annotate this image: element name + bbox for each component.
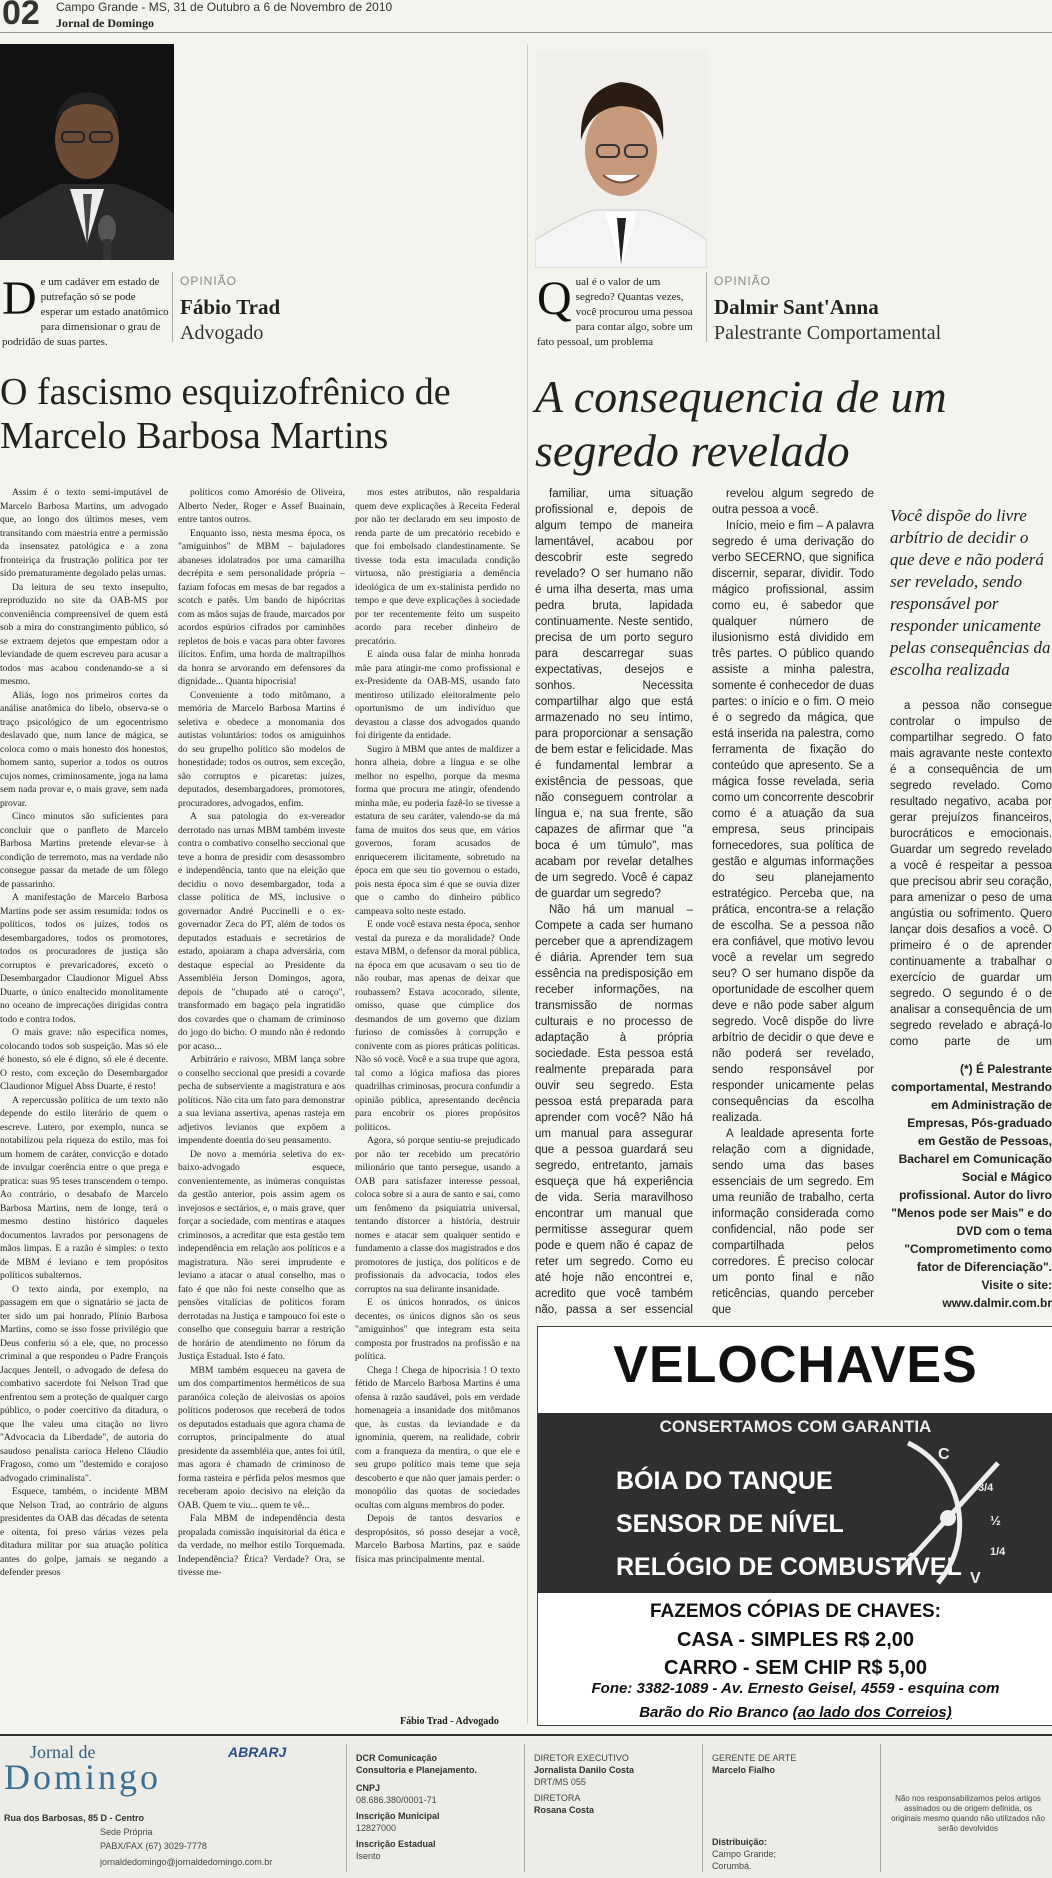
pull-quote: Você dispõe do livre arbítrio de decidir o que deve e não poderá ser revelado, sendo responsável por responder unicamente pelas consequências da escolha realizada [890, 506, 1051, 679]
footer-divider-2 [524, 1744, 525, 1872]
gauge-label-34: 3/4 [978, 1482, 994, 1494]
article-paragraph: A lealdade apresenta forte relação com a dignidade, sendo uma das bases essenciais de um segredo. Em uma reunião de trabalho, certa informação considerada como confidencial, não pode ser compartilhada pelos corredores. É preciso colocar um ponto final e não reticências, quando perceber que [712, 1128, 874, 1316]
ad-brand: VELOCHAVES [613, 1336, 978, 1394]
left-dropcap: D [2, 272, 37, 325]
article-paragraph: mos estes atributos, não respaldaria quem deve explicações à Receita Federal por não ter declarado em seu imposto de renda parte de um precatório recebido e que foi embolsado clandestinamente. Se tivesse toda esta imaculada condição virtuosa, não prestigiaria a demência ideológica de um ex-stalinista perdido no tempo e que deve explicações à sociedade por ter recentemente feito um suspeito acordo para receber dinheiro de precatório. [355, 487, 520, 647]
article-paragraph: Início, meio e fim – A palavra segredo é uma derivação do verbo SECERNO, que significa discernir, separar, dividir. Todo mágico profissional, assim como eu, é sabedor que qualquer número de ilusionismo está dividido em três partes. O público quando assiste a minha palestra, somente é conhecedor de duas partes: o início e o fim. O meio é o segredo da mágica, que está inserida na palestra, como ferramenta de fixação do conteúdo que apresento. Se a mágica fosse revelada, seria como um concorrente descobrir como é a atuação da sua empresa, seus principais fornecedores, sua política de gestão e algumas informações do seu planejamento estratégico. Perceba que, na prática, encontra-se a relação de escolha. Se a pessoa não era confiável, que motivo levou você a revelar um segredo seu? O ser humano dispõe da oportunidade de escolher quem deve e não pode saber algum segredo. Você dispõe do livre arbítrio de decidir o que deve e não poderá ser revelado, sendo responsável por responder unicamente pelas consequências da escolha realizada. [712, 520, 874, 1124]
article-paragraph: De novo a memória seletiva do ex-baixo-advogado esquece, convenientemente, as inúmeras conquistas da gestão anterior, pois assim agem os invejosos e sectários, e, o mais grave, quer forçar a sociedade, com mentiras e ataques criminosos, a acreditar que esta gestão tem independência em relação aos políticos e a magistratura. Não serei imprudente e leviano a atacar o atual conselho, mas o fato é que não foi neste conselho que as pensões vitalícias de políticos foram derrotadas na Justiça e tampouco foi este o conselho que conseguiu barrar a restrição de horário de atendimento no fórum da Justiça Estadual. Isto é fato. [178, 1148, 345, 1362]
ad-item-3: RELÓGIO DE COMBUSTÍVEL [616, 1553, 962, 1581]
gauge-label-14: 1/4 [990, 1546, 1006, 1558]
ad-copies: FAZEMOS CÓPIAS DE CHAVES: [649, 1601, 941, 1622]
article-paragraph: familiar, uma situação profissional e, depois de algum tempo de maneira lamentável, acabou por descobrir este segredo revelado? O ser humano não é uma ilha deserta, mas uma pedra bruta, lapidada continuamente. Neste sentido, precisa de um porto seguro para descarregar suas expectativas, desejos e sonhos. Necessita compartilhar algo que está armazenado no seu íntimo, para proporcionar a sensação de bem estar e felicidade. Mas é fundamental lembrar a existência de pessoas, que não conseguem controlar a língua e, na sua frente, são capazes de afirmar que "a boca é um túmulo", mas acabam por revelar detalhes de um segredo. Você é capaz de guardar um segredo? [535, 488, 693, 900]
ad-tagline: CONSERTAMOS COM GARANTIA [659, 1417, 932, 1436]
footer-im-label: Inscrição Municipal [356, 1811, 440, 1821]
fuel-gauge-icon [878, 1423, 1028, 1593]
article-paragraph: A manifestação de Marcelo Barbosa Martins pode ser assim resumida: todos os políticos, todos os juízes, todos os desembargadores, todos os promotores, todos os procuradores de justiça são corruptos e prevaricadores, exceto o Desembargador Claudionor Miguel Abss Duarte, o único enaltecido monolitamente no oceano de imprecações dirigidas contra todo e contra todos. [0, 892, 168, 1025]
footer-sede: Sede Própria [100, 1827, 153, 1837]
left-article-column-2 [178, 486, 345, 1732]
right-kicker: OPINIÃO [714, 274, 772, 288]
article-paragraph: políticos como Amorésio de Oliveira, Alberto Neder, Roger e Assef Buainain, entre tantos outros. [178, 487, 345, 525]
footer-dir-exec-label: DIRETOR EXECUTIVO [534, 1753, 629, 1763]
article-paragraph: Fala MBM de independência desta propalada comissão inquisitorial da ética e da verdade, no melhor estilo Torquemada. Independência? Ética? Verdade? Ora, se tivesse me- [178, 1513, 345, 1578]
left-intro-text: e um cadáver em estado de putrefação só se pode esperar um estado anatômico para dimensionar o grau de podridão de suas partes. [2, 276, 169, 348]
article-paragraph: Enquanto isso, nesta mesma época, os "amiguinhos" de MBM – bajuladores abaneses idolatrados por uma camarilha decrépita e sem personalidade própria – faziam fofocas em mesas de bar regados a scotch e patês. Um bando de hipócritas com as mãos sujas de fraude, marcados por acordos espúrios cifrados por caminhões repletos de bois e vacas para obter favores ilícitos. Enfim, uma horda de maltrapilhos da honra se arvorando em defensores da dignidade... Quanta hipocrisia! [178, 527, 345, 687]
article-paragraph: A sua patologia do ex-vereador derrotado nas urnas MBM também investe contra o combativo conselho seccional que teve a honra de presidir com desassombro e independência, tanto que na eleição que decidiu o novo desembargador, toda a classe política de MS, inclusive o governador André Puccinelli e o ex-governador Zeca do PT, além de todos os deputados estaduais e secretários de estado, apoiaram a chapa adversária, com destaque especial ao Presidente da Assembléia Jerson Domingos, agora, depois de "chupado até o caroço", transformado em bagaço pela ingratidão dos covardes que o chamam de criminoso do jogo do bicho. O mundo não é redondo por acaso... [178, 811, 345, 1052]
right-intro-divider [706, 272, 707, 342]
footer-logo-top: Jornal de [30, 1742, 96, 1762]
left-signature: Fábio Trad - Advogado [400, 1716, 499, 1727]
footer-logo: Domingo [4, 1757, 162, 1797]
right-intro-text: ual é o valor de um segredo? Quantas vezes, você procurou uma pessoa para contar algo, sobre um fato pessoal, um problema [537, 276, 693, 348]
ad-contact-line1: Fone: 3382-1089 - Av. Ernesto Geisel, 4559 - esquina com [591, 1680, 1000, 1697]
article-paragraph: Assim é o texto semi-imputável de Marcelo Barbosa Martins, um advogado que, ao longo dos últimos meses, vem transitando com maestria entre a permissão da insensatez patológica e a zona fronteiriça da frustração política por ter sido prematuramente degolado pelas urnas. [0, 487, 168, 579]
footer-dcr2: Consultoria e Planejamento. [356, 1765, 478, 1775]
footer-dcr1: DCR Comunicação [356, 1753, 438, 1763]
article-paragraph: Depois de tantos desvarios e despropósitos, só posso desejar a você, Marcelo Barbosa Martins, paz e saúde física mas principalmente mental. [355, 1513, 520, 1565]
footer-diretora-label: DIRETORA [534, 1793, 581, 1803]
footer-distrib: Campo Grande; Corumbá. [712, 1849, 777, 1871]
article-paragraph: Agora, só porque sentiu-se prejudicado por não ter recebido um precatório milionário que tanto persegue, usando a OAB para satisfazer interesse pessoal, coloca sobre si a aura de santo e sai, como um fenômeno da psiquiatria universal, tentando distorcer a história, destruir nomes e atacar sem qualquer sentido e fundamento a classe dos magistrados e dos promotores de justiça, dos políticos e de profissionais da advocacia, todos eles corruptos na sua delirante insanidade. [355, 1135, 520, 1295]
article-paragraph: Chega ! Chega de hipocrisia ! O texto fétido de Marcelo Barbosa Martins é uma ofensa à razão saudável, pois em verdade homenageia a insanidade dos mitômanos que, às custas da leviandade e da ignomínia, querem, na realidade, cobrir com a franqueza da mentira, o que ele e seu grupo político mais teme que seja descoberto e que não quer jamais perder: o monopólio das quotas de sociedades ocultas com alguns membros do poder. [355, 1364, 520, 1511]
footer-dir-exec: Jornalista Danilo Costa [534, 1765, 635, 1775]
footer-cnpj-label: CNPJ [356, 1783, 381, 1793]
right-article-column-3 [890, 698, 1052, 1048]
footer-drt: DRT/MS 055 [534, 1777, 586, 1787]
footer-ie-label: Inscrição Estadual [356, 1839, 436, 1849]
ad-contact [548, 1677, 1043, 1725]
right-headline: A consequencia de um segredo revelado [535, 371, 947, 476]
article-paragraph: O mais grave: não especifica nomes, colocando todos sob suspeição. Mas só ele é honesto, só ele é digno, só ele é decente. O resto, com exceção do Desembargador Claudionor Miguel Abss Duarte, é resto! [0, 1027, 168, 1092]
right-article-column-2 [712, 486, 874, 1320]
left-author: Fábio Trad [180, 295, 281, 319]
article-paragraph: Arbitrário e raivoso, MBM lança sobre o conselho seccional que presidi a covarde pecha de subserviente a magistratura e aos políticos. Não cita um fato para demonstrar a sua leviana assertiva, apenas rasteja em adjetivos levianos que expõem a impendente doentia do seu pensamento. [178, 1054, 345, 1146]
dateline: Campo Grande - MS, 31 de Outubro a 6 de Novembro de 2010 [56, 0, 393, 14]
ad-contact-line2-underlined: (ao lado dos Correios) [792, 1704, 952, 1721]
article-paragraph: MBM também esqueceu na gaveta de um dos compartimentos herméticos de sua paranóica coleção de aleivosias os apoios políticos poderosos que receberá de todos os deputados estaduais que agora chama de corruptos, principalmente do atual presidente da assembléia que, antes foi útil, mas agora é chamado de criminoso de forma rasteira e pérfida pelos mesmos que receberam apoio decisivo na eleição da OAB. Quem te viu... quem te vê... [178, 1364, 345, 1511]
footer-im: 12827000 [356, 1823, 397, 1833]
ad-price-house: CASA - SIMPLES R$ 2,00 [676, 1629, 915, 1651]
article-paragraph: E os únicos honrados, os únicos decentes, os únicos dignos são os seus "amiguinhos" que integram esta seita composta por frustrados na profissão e na política. [355, 1297, 520, 1362]
footer-divider-1 [346, 1744, 347, 1872]
right-role: Palestrante Comportamental [714, 322, 942, 344]
ad-item-2: SENSOR DE NÍVEL [616, 1510, 844, 1538]
ad-price-car: CARRO - SEM CHIP R$ 5,00 [663, 1657, 928, 1679]
footer-ie: Isento [356, 1851, 381, 1861]
gauge-label-half: ½ [990, 1513, 1001, 1528]
left-article-column-3 [355, 486, 520, 1716]
article-paragraph: Sugiro à MBM que antes de maldizer a honra alheia, dobre a língua e se olhe melhor no espelho, porque da mesma forma que procura me atingir, ofendendo minha mãe, eu poderia fazê-lo se tivesse a estatura de seu caráter, valendo-se da má fama de muitos dos seus que, em vários governos, foram acusados de enriquecerem ilicitamente, sobretudo na época em que seu tio governou o estado, pois nesta época sim é que se ouvia dizer que o cambo do dinheiro público campeava solto neste estado. [355, 743, 520, 917]
right-intro [537, 272, 699, 350]
footer-rule [0, 1734, 1052, 1736]
page-number: 02 [2, 0, 40, 32]
velochaves-ad [537, 1326, 1052, 1726]
article-paragraph: Da leitura de seu texto insepulto, reproduzido no site da OAB-MS por conveniência compreensível de quem está sob a mira do constrangimento público, só se extraem dejetos que empestam odor a leviandade de quem escreveu para acusar a todos mas acabou condenando-se a si mesmo. [0, 581, 168, 687]
article-paragraph: Conveniente a todo mitômano, a memória de Marcelo Barbosa Martins é seletiva e obedece a monomania dos autistas voluntários: todos os amiguinhos do seu grupelho político são modelos de honestidade; todos os outros, sem exceção, são corruptos e picaretas: juízes, deputados, desembargadores, promotores, procuradores, advogados, enfim. [178, 689, 345, 809]
footer-email: jornaldedomingo@jornaldedomingo.com.br [100, 1857, 273, 1867]
footer-gerente: Marcelo Fialho [712, 1765, 776, 1775]
author-photo-dalmir [535, 50, 707, 268]
article-paragraph: Cinco minutos são suficientes para concluir que o panfleto de Marcelo Barbosa Martins pretende elevar-se à condição de terremoto, mas na verdade não consegue passar da metade de um fôlego de passarinho. [0, 811, 168, 890]
ad-item-1: BÓIA DO TANQUE [616, 1467, 833, 1495]
left-intro [2, 272, 170, 350]
left-role: Advogado [180, 322, 264, 344]
article-paragraph: A repercussão política de um texto não depende do estilo literário de quem o escreve. Lutero, por exemplo, nunca se notabilizou pela riqueza do estilo, mas foi um homem de caráter, convicção e dotado de invulgar coerência entre o que prega e pratica: suas 95 teses transcendem o tempo. Ao contrário, o desabafo de Marcelo Barbosa Martins, nem de longe, terá o mesmo destino histórico daqueles documentos lavrados por personagens de mãos limpas. E a razão é simples: o texto de MBM é leviano e tem propósitos políticos subalternos. [0, 1094, 168, 1281]
gauge-label-c: C [938, 1446, 950, 1463]
footer-phone: PABX/FAX (67) 3029-7778 [100, 1841, 207, 1851]
gauge-label-v: V [970, 1570, 981, 1587]
article-paragraph: E onde você estava nesta época, senhor vestal da pureza e da moralidade? Onde estava MBM, o defensor da moral pública, na época em que acusavam o seu tio de não roubar, mas apenas de deixar que roubassem? Estava acocorado, silente, omisso, quase que cúmplice dos desmandos de um governo que diziam furioso de comissões à corrupção e conivente com as piores práticas políticas. Não só você. Você e a sua trupe que agora, tal como a lógica mafiosa das piores quadrilhas criminosas, procura confundir a opinião pública, apresentando decência para encobrir os piores propósitos políticos. [355, 919, 520, 1133]
ad-contact-line2: Barão do Rio Branco [639, 1704, 793, 1721]
footer-divider-4 [880, 1744, 881, 1872]
footer-disclaimer: Não nos responsabilizamos pelos artigos assinados ou de origem definida, os originais mesmo quando não utilizados não serão devolvidos [891, 1794, 1045, 1833]
left-headline: O fascismo esquizofrênico de Marcelo Barbosa Martins [0, 371, 451, 457]
footer-gerente-label: GERENTE DE ARTE [712, 1753, 797, 1763]
author-bio: (*) É Palestrante comportamental, Mestrando em Administração de Empresas, Pós-graduado em Gestão de Pessoas, Bacharel em Comunicação Social e Mágico profissional. Autor do livro "Menos pode ser Mais" e do DVD com o tema "Comprometimento como fator de Diferenciação". Visite o site: www.dalmir.com.br [891, 1062, 1052, 1310]
footer-address: Rua dos Barbosas, 85 D - Centro [4, 1813, 145, 1823]
footer-distrib-label: Distribuição: [712, 1837, 768, 1847]
article-paragraph: E ainda ousa falar de minha honrada mãe para atingir-me como profissional e ex-Presidente da OAB-MS, usando fato mentiroso utilizado eleitoralmente pelo oportunismo de um indivíduo que devastou a classe dos advogados quando foi dirigente da entidade. [355, 649, 520, 741]
right-article-column-1 [535, 486, 693, 1320]
right-dropcap: Q [537, 272, 572, 325]
abrarj-logo: ABRARJ [228, 1744, 287, 1760]
publication-name: Jornal de Domingo [56, 16, 155, 30]
footer-divider-3 [702, 1744, 703, 1872]
page-column-divider [527, 44, 528, 1724]
article-paragraph: revelou algum segredo de outra pessoa a você. [712, 488, 874, 516]
left-kicker: OPINIÃO [180, 274, 238, 288]
footer-diretora: Rosana Costa [534, 1805, 595, 1815]
left-intro-divider [172, 272, 173, 342]
header-rule [0, 32, 1052, 33]
article-paragraph: Não há um manual – Compete a cada ser humano perceber que a aprendizagem é diária. Aprender tem sua essência na predisposição em receber informações, na transmissão de normas culturais e no processo de adaptação à própria sociedade. Esta pessoa está realmente preparada para ouvir seu segredo. Esta pessoa está preparada para aprender com você? Não há um manual para assegurar que a pessoa guardará seu segredo, entretanto, jamais esqueça que há experiência de vida. Seria maravilhoso encontrar um manual que permitisse assegurar quem pode e quem não é capaz de reter um segredo. Como eu até hoje não encontrei e, acredito que você também não, passa a ser essencial [535, 904, 693, 1316]
author-photo-fabio [0, 44, 174, 260]
article-paragraph: Esquece, também, o incidente MBM que Nelson Trad, ao contrário de alguns presidentes da OAB das décadas de setenta e oitenta, foi preso várias vezes pela ditadura militar por sua atuação política antes do golpe, jamais se negando a defender presos [0, 1486, 168, 1578]
footer-cnpj: 08.686.380/0001-71 [356, 1795, 437, 1805]
article-paragraph: a pessoa não consegue controlar o impulso de compartilhar segredo. O fato mais agravante neste contexto é a consequência de um segredo revelado. Como resultado negativo, acaba por gerar prejuízos financeiros, burocráticos e emocionais. Guardar um segredo revelado a você é respeitar a pessoa que precisou abrir seu coração, para amenizar o peso de uma angústia ou sofrimento. Quero lançar dois desafios a você. O primeiro é o de aprender continuamente a trabalhar o exercício de guardar um segredo. O segundo é o de analisar a consequência de um segredo revelado e abraçá-lo como parte de um [890, 700, 1052, 1048]
right-author: Dalmir Sant'Anna [714, 295, 879, 319]
article-paragraph: Aliás, logo nos primeiros cortes da análise anatômica do libelo, observa-se o traço psicológico de um egocentrismo deslavado que, num lance de mágica, se coloca como o mais honesto dos honestos, homem santo, superior a todos os outros cujos nomes, criminosamente, joga na lama sem nada provar e, o mais grave, sem nada provar. [0, 689, 168, 809]
left-article-column-1 [0, 486, 168, 1732]
article-paragraph: O texto ainda, por exemplo, na passagem em que o signatário se jacta de ter sido um pai honrado, Plínio Barbosa Martins, como se isso fosse privilégio que Deus conferiu só a ele, que, no processo criminal a que respondeu o Padre François Jacques Jentell, o advogado de defesa do combativo sacerdote foi Nelson Trad que enfrentou sem a proteção de qualquer cargo público, o poder coercitivo da ditadura, o que lhe valeu uma citação no livro "Advocacia da Liberdade", de autoria do saudoso penalista carioca Heleno Cláudio Fragoso, como um "destemido e corajoso advogado criminalista". [0, 1283, 168, 1484]
